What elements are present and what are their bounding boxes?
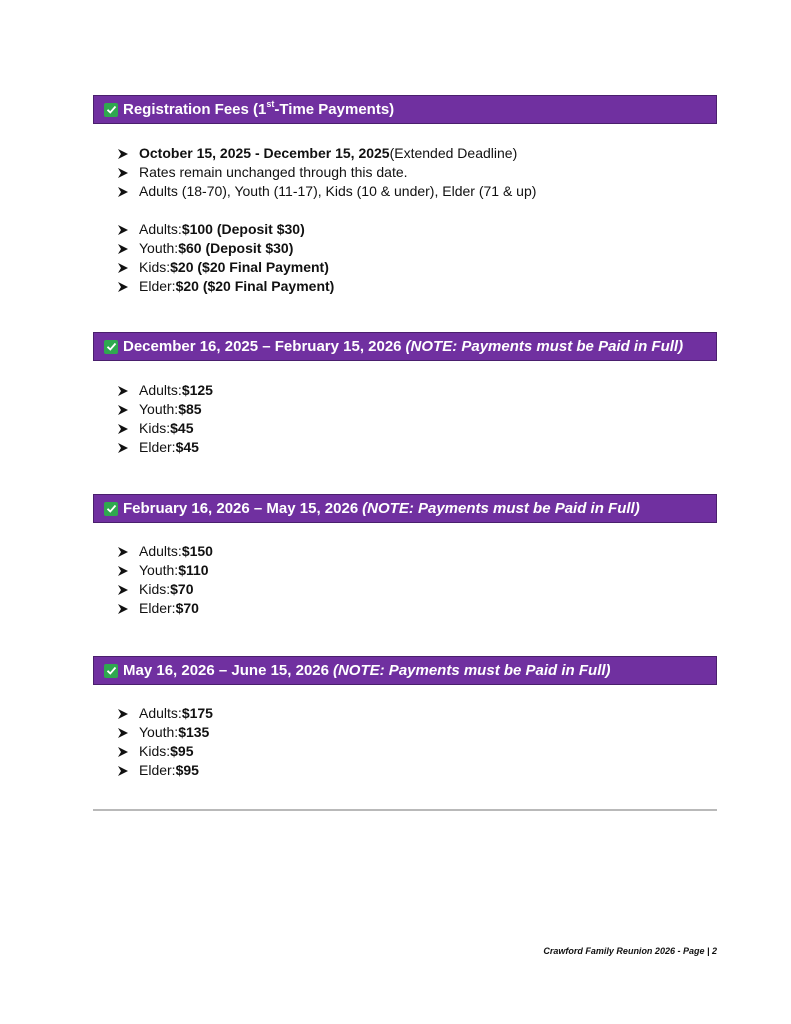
- section-header-period-2: [93, 332, 717, 361]
- list-item: October 15, 2025 - December 15, 2025 (Extended Deadline): [117, 144, 536, 163]
- rate-item-kids: Kids: $45: [117, 419, 213, 438]
- rate-item-elder: Elder: $45: [117, 438, 213, 457]
- arrow-bullet-icon: [117, 584, 139, 596]
- checkmark-icon: [104, 502, 118, 516]
- arrow-bullet-icon: [117, 565, 139, 577]
- section-header-registration-fees: [93, 95, 717, 124]
- checkmark-icon: [104, 103, 118, 117]
- registration-intro-list: [117, 144, 536, 296]
- list-item: Rates remain unchanged through this date.: [117, 163, 536, 182]
- rates-list-period-2: [117, 381, 213, 457]
- rate-item-adults: Adults: $150: [117, 542, 213, 561]
- section-header-period-3: [93, 494, 717, 523]
- arrow-bullet-icon: [117, 603, 139, 615]
- arrow-bullet-icon: [117, 546, 139, 558]
- arrow-bullet-icon: [117, 404, 139, 416]
- rates-list-period-3: [117, 542, 213, 618]
- arrow-bullet-icon: [117, 281, 139, 293]
- arrow-bullet-icon: [117, 385, 139, 397]
- rate-item-elder: Elder: $20 ($20 Final Payment): [117, 277, 536, 296]
- rate-item-adults: Adults: $175: [117, 704, 213, 723]
- page-footer: Crawford Family Reunion 2026 - Page | 2: [543, 946, 717, 956]
- rate-item-elder: Elder: $95: [117, 761, 213, 780]
- rate-item-youth: Youth: $60 (Deposit $30): [117, 239, 536, 258]
- horizontal-divider: [93, 809, 717, 811]
- arrow-bullet-icon: [117, 727, 139, 739]
- rates-list-period-4: [117, 704, 213, 780]
- checkmark-icon: [104, 664, 118, 678]
- section-header-period-4: [93, 656, 717, 685]
- rate-item-elder: Elder: $70: [117, 599, 213, 618]
- section-title: December 16, 2025 – February 15, 2026: [123, 338, 402, 355]
- arrow-bullet-icon: [117, 148, 139, 160]
- section-note: (NOTE: Payments must be Paid in Full): [332, 662, 611, 679]
- arrow-bullet-icon: [117, 186, 139, 198]
- list-item: Adults (18-70), Youth (11-17), Kids (10 & under), Elder (71 & up): [117, 182, 536, 201]
- rate-item-youth: Youth: $85: [117, 400, 213, 419]
- checkmark-icon: [104, 340, 118, 354]
- section-note: (NOTE: Payments must be Paid in Full): [405, 338, 684, 355]
- section-title: Registration Fees (1st-Time Payments): [123, 99, 395, 118]
- rate-item-youth: Youth: $135: [117, 723, 213, 742]
- arrow-bullet-icon: [117, 167, 139, 179]
- rate-item-adults: Adults: $100 (Deposit $30): [117, 220, 536, 239]
- arrow-bullet-icon: [117, 746, 139, 758]
- arrow-bullet-icon: [117, 765, 139, 777]
- section-title: May 16, 2026 – June 15, 2026: [123, 662, 329, 679]
- arrow-bullet-icon: [117, 442, 139, 454]
- arrow-bullet-icon: [117, 262, 139, 274]
- arrow-bullet-icon: [117, 423, 139, 435]
- rate-item-kids: Kids: $95: [117, 742, 213, 761]
- rate-item-kids: Kids: $70: [117, 580, 213, 599]
- rate-item-youth: Youth: $110: [117, 561, 213, 580]
- section-title: February 16, 2026 – May 15, 2026: [123, 500, 359, 517]
- rate-item-kids: Kids: $20 ($20 Final Payment): [117, 258, 536, 277]
- rate-item-adults: Adults: $125: [117, 381, 213, 400]
- arrow-bullet-icon: [117, 224, 139, 236]
- section-note: (NOTE: Payments must be Paid in Full): [362, 500, 640, 517]
- arrow-bullet-icon: [117, 243, 139, 255]
- arrow-bullet-icon: [117, 708, 139, 720]
